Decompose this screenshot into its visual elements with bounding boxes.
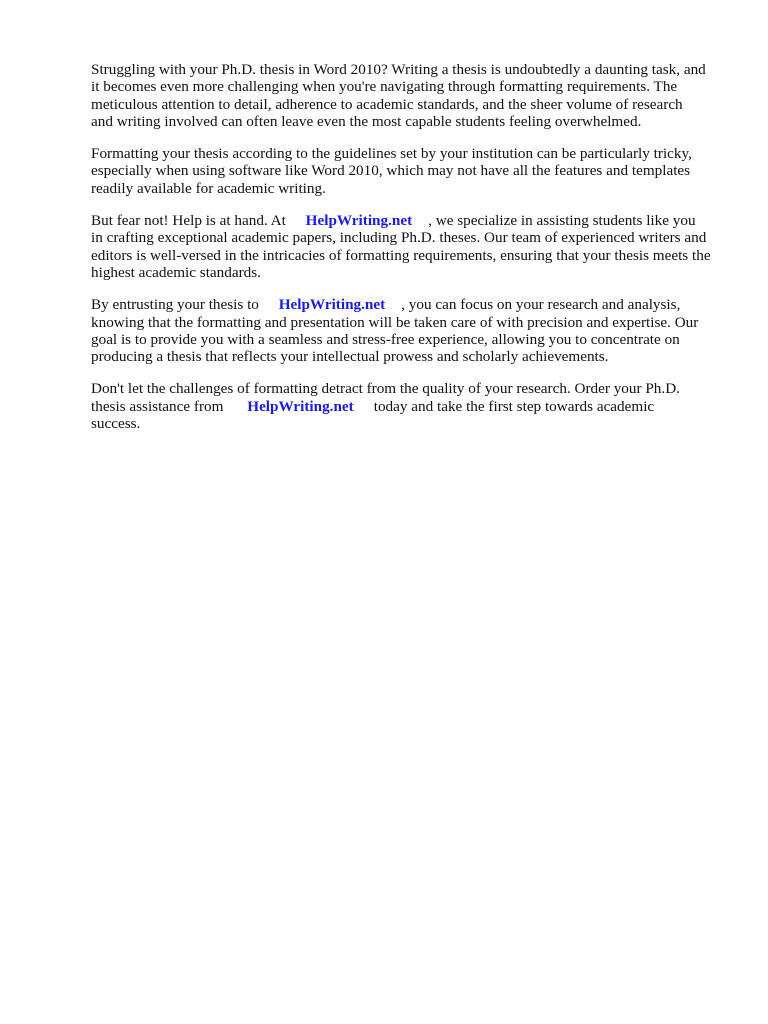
paragraph-text-after-link: , we specialize in assisting students like you in crafting exceptional academic papers, including Ph.D. theses. Our team of experienced writers and editors is well-versed in the intricacies of formatting requirements, ensuring that your thesis meets the highest academic standards.	[91, 212, 711, 281]
helpwriting-link[interactable]: HelpWriting.net	[278, 296, 386, 314]
paragraph-text-before-link: Don't let the challenges of formatting detract from the quality of your research. Order your Ph.D. thesis assistance from	[91, 380, 680, 415]
paragraph-text-after-link: today and take the first step towards academic success.	[91, 397, 655, 433]
paragraph-entrusting	[91, 296, 731, 365]
helpwriting-link[interactable]: HelpWriting.net	[247, 397, 354, 415]
paragraph-intro: Struggling with your Ph.D. thesis in Word 2010? Writing a thesis is undoubtedly a daunting task, and it becomes even more challenging when you're navigating through formatting requirements. The meticulous attention to detail, adherence to academic standards, and the sheer volume of research and writing involved can often leave even the most capable students feeling overwhelmed.	[91, 61, 706, 130]
paragraph-help-at-hand	[91, 212, 731, 281]
document-page	[91, 61, 731, 447]
paragraph-text-before-link: By entrusting your thesis to	[91, 296, 263, 314]
paragraph-closing	[91, 380, 731, 432]
paragraph-text-after-link: , you can focus on your research and analysis, knowing that the formatting and presentation will be taken care of with precision and expertise. Our goal is to provide you with a seamless and stress-free experience, allowing you to concentrate on producing a thesis that reflects your intellectual prowess and scholarly achievements.	[91, 296, 699, 366]
helpwriting-link[interactable]: HelpWriting.net	[305, 212, 413, 230]
paragraph-formatting: Formatting your thesis according to the guidelines set by your institution can be particularly tricky, especially when using software like Word 2010, which may not have all the features and templates readily available for academic writing.	[91, 145, 692, 197]
paragraph-text-before-link: But fear not! Help is at hand. At	[91, 212, 290, 230]
